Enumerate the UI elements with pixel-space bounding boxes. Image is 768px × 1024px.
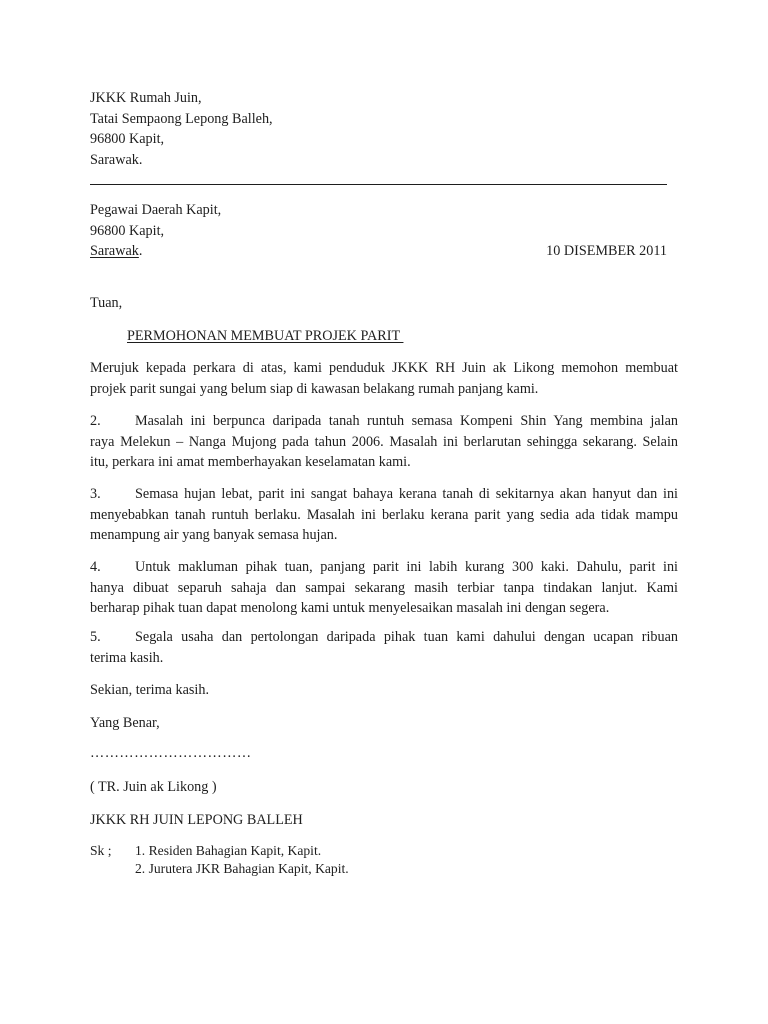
copy-to-item: 2. Jurutera JKR Bahagian Kapit, Kapit. (135, 861, 349, 876)
copy-to-list (135, 842, 349, 878)
paragraph-line: berharap pihak tuan dapat menolong kami untuk menyelesaikan masalah ini dengan segera. (90, 600, 610, 616)
paragraph-3 (90, 484, 678, 546)
paragraph-text: Semasa hujan lebat, parit ini sangat bahaya kerana tanah di sekitarnya akan hanyut dan ini (135, 486, 678, 502)
recipient-address-line: Pegawai Daerah Kapit, (90, 202, 222, 218)
copy-to-item: 1. Residen Bahagian Kapit, Kapit. (135, 843, 322, 858)
sender-address-line: JKKK Rumah Juin, (90, 90, 202, 106)
paragraph-line: raya Melekun – Nanga Mujong pada tahun 2006. Masalah ini berlarutan sehingga sekarang. Selain (90, 433, 678, 450)
paragraph-line: projek parit sungai yang belum siap di kawasan belakang rumah panjang kami. (90, 380, 539, 397)
paragraph-number: 2. (90, 413, 101, 429)
paragraph-line (90, 557, 678, 578)
recipient-state-period: . (138, 243, 143, 259)
recipient-address-line: 96800 Kapit, (90, 222, 165, 239)
paragraph-4 (90, 557, 678, 619)
organisation-name: JKKK RH JUIN LEPONG BALLEH (90, 812, 303, 828)
closing-line: Sekian, terima kasih. (90, 682, 209, 698)
paragraph-line (90, 627, 678, 648)
intro-paragraph (90, 358, 678, 399)
paragraph-text: Untuk makluman pihak tuan, panjang parit ini labih kurang 300 kaki. Dahulu, parit ini (135, 559, 678, 575)
sender-address-line: 96800 Kapit, (90, 131, 165, 147)
paragraph-line: menampung air yang banyak semasa hujan. (90, 527, 338, 543)
paragraph-5 (90, 627, 678, 668)
sender-address-line: Tatai Sempaong Lepong Balleh, (90, 110, 273, 127)
copy-to-label: Sk ; (90, 843, 112, 858)
paragraph-line: itu, perkara ini amat memberhayakan keselamatan kami. (90, 454, 411, 470)
recipient-state: Sarawak (90, 243, 139, 259)
paragraph-text: Masalah ini berpunca daripada tanah runtuh semasa Kompeni Shin Yang membina jalan (135, 413, 678, 429)
paragraph-line: menyebabkan tanah runtuh berlaku. Masalah ini berlaku kerana parit yang sedia ada tidak mampu (90, 506, 678, 523)
paragraph-line (90, 411, 678, 432)
paragraph-line: Merujuk kepada perkara di atas, kami penduduk JKKK RH Juin ak Likong memohon membuat (90, 360, 678, 376)
paragraph-text: Segala usaha dan pertolongan daripada pihak tuan kami dahului dengan ucapan ribuan (135, 629, 678, 645)
paragraph-2 (90, 411, 678, 473)
paragraph-line: terima kasih. (90, 649, 164, 666)
paragraph-line (90, 484, 678, 505)
header-divider (90, 184, 667, 185)
paragraph-number: 5. (90, 629, 101, 645)
salutation: Tuan, (90, 295, 123, 311)
letter-date: 10 DISEMBER 2011 (546, 243, 667, 259)
paragraph-number: 3. (90, 486, 101, 502)
signer-name: ( TR. Juin ak Likong ) (90, 779, 217, 795)
paragraph-number: 4. (90, 559, 101, 575)
sender-address (90, 88, 666, 170)
sender-address-line: Sarawak. (90, 151, 143, 168)
subject-heading: PERMOHONAN MEMBUAT PROJEK PARIT (127, 328, 404, 344)
valediction: Yang Benar, (90, 715, 160, 731)
signature-line: …………………………… (90, 745, 252, 761)
paragraph-line: hanya dibuat separuh sahaja dan sampai sekarang masih terbiar tanpa tindakan lanjut. Kami (90, 579, 678, 596)
